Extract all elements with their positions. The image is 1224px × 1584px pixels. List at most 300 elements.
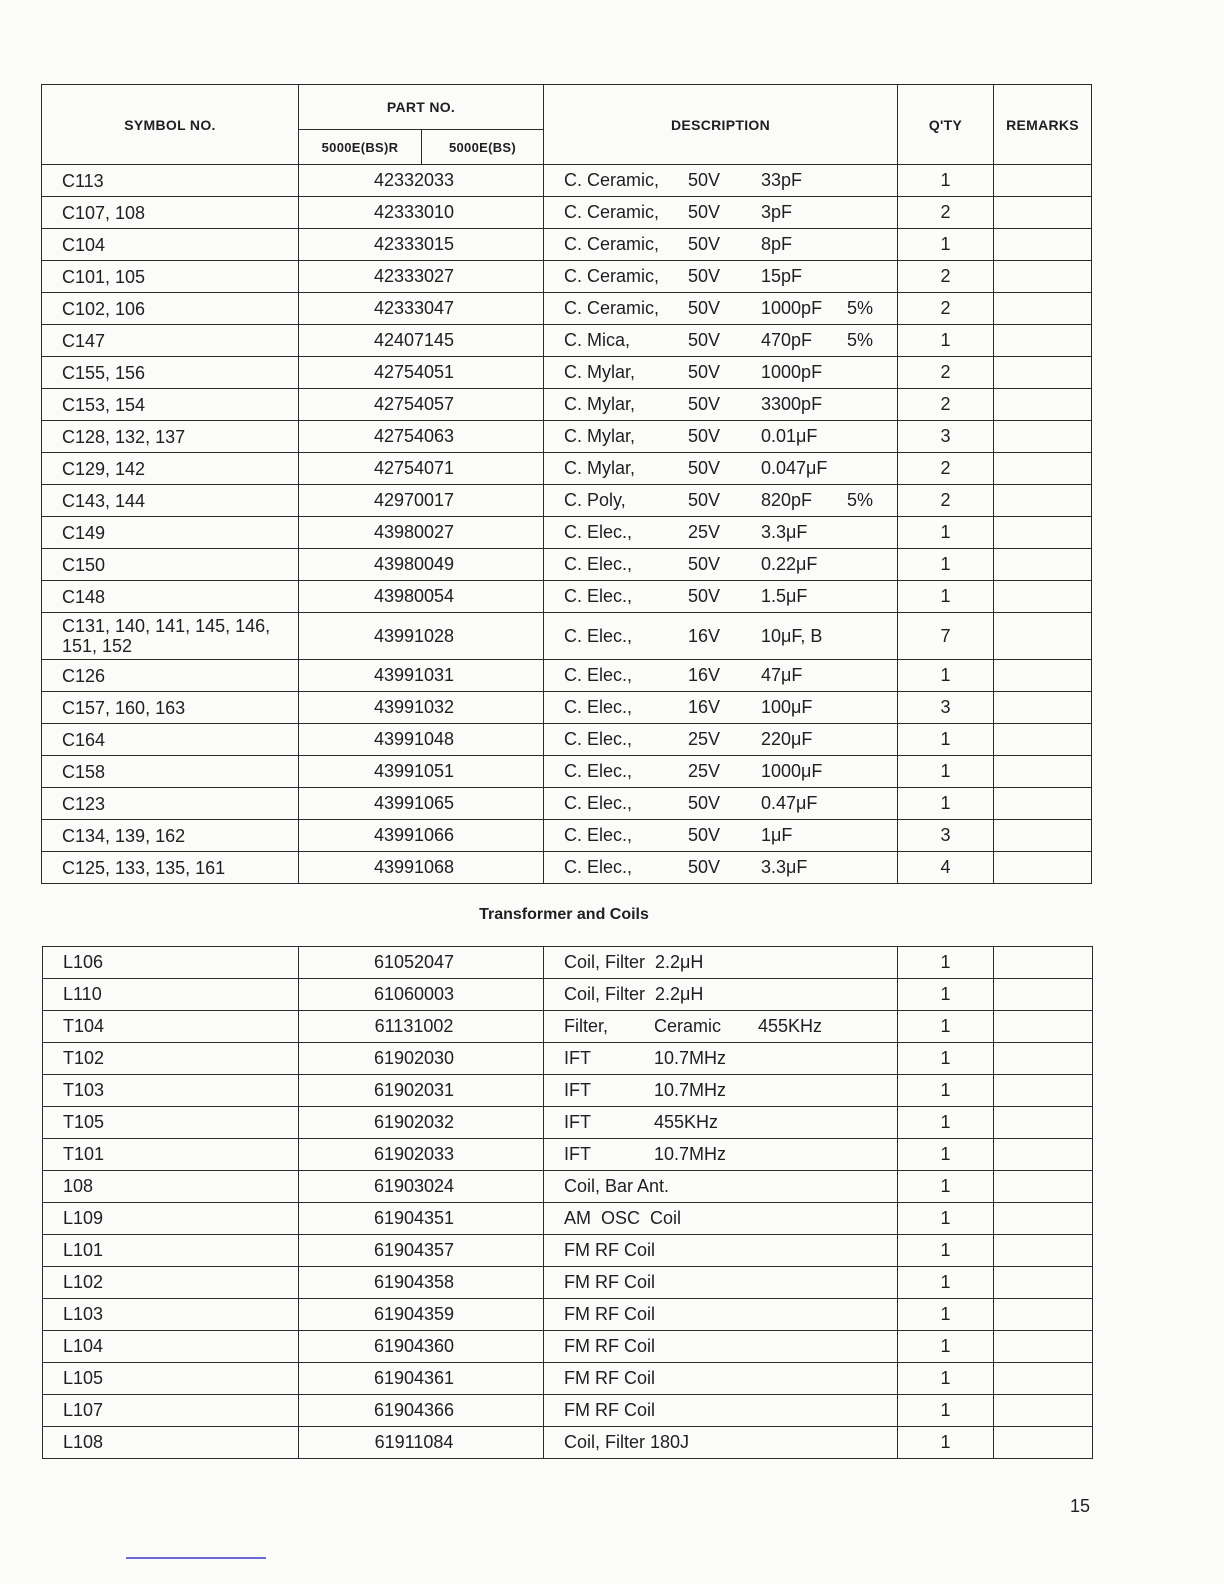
table-row — [43, 1299, 1093, 1331]
description-value: 33pF — [761, 170, 803, 190]
description-value: 0.47μF — [761, 793, 818, 813]
symbol-text: C134, 139, 162 — [62, 825, 186, 846]
remarks-cell — [994, 549, 1092, 581]
description-cell — [544, 947, 898, 979]
description-main: IFT — [564, 1080, 591, 1100]
symbol-cell — [42, 293, 299, 325]
table-row — [43, 1267, 1093, 1299]
table-row — [42, 453, 1092, 485]
remarks-cell — [994, 852, 1092, 884]
part-number-cell: 61904351 — [299, 1203, 544, 1235]
symbol-cell — [42, 165, 299, 197]
remarks-cell — [994, 325, 1092, 357]
description-cell — [544, 1331, 898, 1363]
symbol-cell: L108 — [43, 1427, 299, 1459]
capacitor-parts-table — [41, 84, 1092, 884]
qty-cell: 1 — [898, 1235, 994, 1267]
description-spec: 455KHz — [654, 1112, 719, 1132]
table-row — [42, 485, 1092, 517]
description-cell — [544, 1139, 898, 1171]
description-cell — [544, 389, 898, 421]
symbol-cell — [42, 549, 299, 581]
symbol-text: C158 — [62, 761, 106, 782]
qty-cell: 1 — [898, 660, 994, 692]
description-value: 0.047μF — [761, 458, 828, 478]
description-spec: Ceramic — [654, 1016, 722, 1036]
remarks-cell — [994, 1171, 1093, 1203]
symbol-cell — [42, 517, 299, 549]
description-cell — [544, 1075, 898, 1107]
description-spec: 10.7MHz — [654, 1048, 727, 1068]
qty-cell: 1 — [898, 1011, 994, 1043]
capacitor-rows — [42, 165, 1092, 884]
description-main: FM RF Coil — [564, 1368, 655, 1388]
part-number-cell: 42333015 — [299, 229, 544, 261]
part-number-cell: 42333027 — [299, 261, 544, 293]
remarks-cell — [994, 485, 1092, 517]
description-value: 1000pF — [761, 298, 823, 318]
part-number-cell: 42754057 — [299, 389, 544, 421]
description-cell — [544, 357, 898, 389]
description-main: Coil, Bar Ant. — [564, 1176, 670, 1196]
table-row — [43, 1075, 1093, 1107]
symbol-cell — [42, 613, 299, 660]
qty-cell: 2 — [898, 357, 994, 389]
qty-cell: 1 — [898, 1043, 994, 1075]
description-main: FM RF Coil — [564, 1400, 655, 1420]
qty-cell: 1 — [898, 947, 994, 979]
table-row — [43, 1043, 1093, 1075]
part-number-cell: 61131002 — [299, 1011, 544, 1043]
qty-cell: 1 — [898, 1363, 994, 1395]
qty-cell: 1 — [898, 549, 994, 581]
remarks-cell — [994, 756, 1092, 788]
description-main: FM RF Coil — [564, 1272, 655, 1292]
symbol-text: C129, 142 — [62, 458, 146, 479]
symbol-text: C126 — [62, 665, 106, 686]
table-row — [43, 947, 1093, 979]
description-cell — [544, 549, 898, 581]
symbol-cell: L101 — [43, 1235, 299, 1267]
remarks-cell — [994, 389, 1092, 421]
symbol-cell — [42, 581, 299, 613]
symbol-cell: L105 — [43, 1363, 299, 1395]
description-tolerance: 5% — [847, 298, 874, 318]
description-main: Coil, Filter 180J — [564, 1432, 690, 1452]
description-tolerance: 5% — [847, 330, 874, 350]
description-voltage: 50V — [688, 554, 721, 574]
description-cell — [544, 788, 898, 820]
remarks-cell — [994, 1139, 1093, 1171]
remarks-cell — [994, 1107, 1093, 1139]
description-voltage: 50V — [688, 202, 721, 222]
description-type: C. Ceramic, — [564, 298, 660, 318]
qty-cell: 1 — [898, 517, 994, 549]
part-number-cell: 42407145 — [299, 325, 544, 357]
description-cell — [544, 979, 898, 1011]
table-row — [43, 1203, 1093, 1235]
description-cell — [544, 1011, 898, 1043]
qty-cell: 1 — [898, 229, 994, 261]
coil-rows — [43, 947, 1093, 1459]
part-number-cell: 43991028 — [299, 613, 544, 660]
description-value: 47μF — [761, 665, 803, 685]
symbol-text: C123 — [62, 793, 106, 814]
symbol-cell — [42, 421, 299, 453]
remarks-cell — [994, 229, 1092, 261]
table-row — [43, 1331, 1093, 1363]
remarks-cell — [994, 357, 1092, 389]
table-row — [42, 229, 1092, 261]
qty-cell: 2 — [898, 197, 994, 229]
description-cell — [544, 485, 898, 517]
description-main: FM RF Coil — [564, 1336, 655, 1356]
description-cell — [544, 229, 898, 261]
section-heading: Transformer and Coils — [479, 906, 649, 923]
remarks-cell — [994, 293, 1092, 325]
description-value: 1μF — [761, 825, 793, 845]
table-row — [42, 261, 1092, 293]
symbol-cell — [42, 485, 299, 517]
page-number: 15 — [1070, 1496, 1091, 1516]
table-row — [42, 421, 1092, 453]
description-type: C. Mylar, — [564, 458, 636, 478]
description-voltage: 25V — [688, 761, 721, 781]
description-cell — [544, 165, 898, 197]
description-voltage: 50V — [688, 330, 721, 350]
remarks-cell — [994, 1331, 1093, 1363]
table-row — [42, 549, 1092, 581]
description-cell — [544, 197, 898, 229]
symbol-text: C149 — [62, 522, 106, 543]
qty-cell: 1 — [898, 1139, 994, 1171]
part-number-cell: 61902031 — [299, 1075, 544, 1107]
remarks-cell — [994, 947, 1093, 979]
table-row — [42, 660, 1092, 692]
symbol-cell: L103 — [43, 1299, 299, 1331]
part-number-cell: 61911084 — [299, 1427, 544, 1459]
table-row — [42, 724, 1092, 756]
description-main: Filter, — [564, 1016, 609, 1036]
description-cell — [544, 613, 898, 660]
symbol-cell — [42, 197, 299, 229]
table-row — [42, 581, 1092, 613]
symbol-cell: T104 — [43, 1011, 299, 1043]
description-type: C. Elec., — [564, 522, 633, 542]
qty-cell: 1 — [898, 581, 994, 613]
description-cell — [544, 1107, 898, 1139]
part-number-cell: 42970017 — [299, 485, 544, 517]
symbol-cell: L110 — [43, 979, 299, 1011]
remarks-cell — [994, 261, 1092, 293]
remarks-cell — [994, 1075, 1093, 1107]
description-voltage: 50V — [688, 394, 721, 414]
description-main: FM RF Coil — [564, 1304, 655, 1324]
header-part-no: PART NO. — [299, 85, 544, 130]
description-voltage: 50V — [688, 586, 721, 606]
description-voltage: 50V — [688, 234, 721, 254]
symbol-cell: T101 — [43, 1139, 299, 1171]
symbol-text: C153, 154 — [62, 394, 146, 415]
qty-cell: 3 — [898, 421, 994, 453]
part-number-cell: 43991031 — [299, 660, 544, 692]
symbol-cell: L107 — [43, 1395, 299, 1427]
part-number-cell: 43991066 — [299, 820, 544, 852]
part-number-cell: 61052047 — [299, 947, 544, 979]
qty-cell: 1 — [898, 1075, 994, 1107]
description-voltage: 50V — [688, 362, 721, 382]
qty-cell: 2 — [898, 389, 994, 421]
remarks-cell — [994, 197, 1092, 229]
symbol-text: C113 — [62, 170, 104, 191]
symbol-cell: L109 — [43, 1203, 299, 1235]
description-value: 8pF — [761, 234, 793, 254]
remarks-cell — [994, 1395, 1093, 1427]
description-value: 0.01μF — [761, 426, 818, 446]
remarks-cell — [994, 1043, 1093, 1075]
transformer-coil-parts-table — [42, 946, 1093, 1459]
part-number-cell: 42333010 — [299, 197, 544, 229]
remarks-cell — [994, 1011, 1093, 1043]
part-number-cell: 42754063 — [299, 421, 544, 453]
part-number-cell: 43980049 — [299, 549, 544, 581]
part-number-cell: 61060003 — [299, 979, 544, 1011]
qty-cell: 3 — [898, 692, 994, 724]
description-type: C. Mylar, — [564, 426, 636, 446]
table-row — [43, 1011, 1093, 1043]
description-cell — [544, 692, 898, 724]
symbol-cell — [42, 389, 299, 421]
description-cell — [544, 421, 898, 453]
description-type: C. Elec., — [564, 625, 633, 646]
table-row — [42, 613, 1092, 660]
description-cell — [544, 1171, 898, 1203]
symbol-cell — [42, 852, 299, 884]
table-row — [42, 389, 1092, 421]
symbol-cell: T105 — [43, 1107, 299, 1139]
description-type: C. Ceramic, — [564, 202, 660, 222]
remarks-cell — [994, 788, 1092, 820]
symbol-text: C164 — [62, 729, 106, 750]
qty-cell: 2 — [898, 293, 994, 325]
description-type: C. Elec., — [564, 729, 633, 749]
qty-cell: 4 — [898, 852, 994, 884]
remarks-cell — [994, 421, 1092, 453]
description-type: C. Elec., — [564, 665, 633, 685]
symbol-cell — [42, 724, 299, 756]
table-row — [42, 165, 1092, 197]
description-main: IFT — [564, 1112, 591, 1132]
description-cell — [544, 293, 898, 325]
remarks-cell — [994, 581, 1092, 613]
part-number-cell: 42332033 — [299, 165, 544, 197]
qty-cell: 1 — [898, 325, 994, 357]
description-cell — [544, 581, 898, 613]
description-cell — [544, 1267, 898, 1299]
description-cell — [544, 517, 898, 549]
description-voltage: 50V — [688, 426, 721, 446]
symbol-cell — [42, 453, 299, 485]
table-row — [43, 1107, 1093, 1139]
header-symbol-no: SYMBOL NO. — [42, 85, 299, 165]
part-number-cell: 43991051 — [299, 756, 544, 788]
table-row — [43, 1395, 1093, 1427]
description-value: 0.22μF — [761, 554, 818, 574]
remarks-cell — [994, 517, 1092, 549]
description-value: 3pF — [761, 202, 793, 222]
description-main: IFT — [564, 1048, 591, 1068]
description-type: C. Ceramic, — [564, 234, 660, 254]
description-cell — [544, 820, 898, 852]
part-number-cell: 43991065 — [299, 788, 544, 820]
description-cell — [544, 1235, 898, 1267]
part-number-cell: 61902033 — [299, 1139, 544, 1171]
remarks-cell — [994, 724, 1092, 756]
table-row — [43, 979, 1093, 1011]
symbol-cell — [42, 229, 299, 261]
qty-cell: 1 — [898, 979, 994, 1011]
table-row — [42, 852, 1092, 884]
description-voltage: 25V — [688, 729, 721, 749]
symbol-cell: T103 — [43, 1075, 299, 1107]
symbol-cell: T102 — [43, 1043, 299, 1075]
qty-cell: 1 — [898, 1427, 994, 1459]
symbol-text: C148 — [62, 586, 106, 607]
description-cell — [544, 1299, 898, 1331]
remarks-cell — [994, 1203, 1093, 1235]
qty-cell: 7 — [898, 613, 994, 660]
qty-cell: 2 — [898, 453, 994, 485]
part-number-cell: 61904366 — [299, 1395, 544, 1427]
remarks-cell — [994, 820, 1092, 852]
description-value: 1.5μF — [761, 586, 808, 606]
symbol-cell: L102 — [43, 1267, 299, 1299]
part-number-cell: 42754071 — [299, 453, 544, 485]
symbol-text: C102, 106 — [62, 298, 146, 319]
qty-cell: 1 — [898, 1299, 994, 1331]
part-number-cell: 61904359 — [299, 1299, 544, 1331]
symbol-text: C155, 156 — [62, 362, 146, 383]
symbol-cell — [42, 357, 299, 389]
description-main: FM RF Coil — [564, 1240, 655, 1260]
description-cell — [544, 1043, 898, 1075]
description-value: 220μF — [761, 729, 813, 749]
description-type: C. Elec., — [564, 761, 633, 781]
description-cell — [544, 453, 898, 485]
symbol-cell — [42, 692, 299, 724]
description-value: 820pF — [761, 490, 813, 510]
description-value: 470pF — [761, 330, 813, 350]
description-type: C. Mica, — [564, 330, 631, 350]
description-cell — [544, 1395, 898, 1427]
header-part-5000e-bs-r: 5000E(BS)R — [299, 130, 422, 165]
symbol-cell — [42, 788, 299, 820]
description-voltage: 50V — [688, 298, 721, 318]
description-cell — [544, 1203, 898, 1235]
header-part-5000e-bs: 5000E(BS) — [422, 130, 544, 165]
description-type: C. Elec., — [564, 793, 633, 813]
description-type: C. Elec., — [564, 825, 633, 845]
qty-cell: 1 — [898, 1331, 994, 1363]
table-row — [42, 692, 1092, 724]
description-cell — [544, 261, 898, 293]
description-value: 3300pF — [761, 394, 823, 414]
part-number-cell: 61902030 — [299, 1043, 544, 1075]
part-number-cell: 43980054 — [299, 581, 544, 613]
symbol-cell — [42, 325, 299, 357]
symbol-text: C143, 144 — [62, 490, 146, 511]
description-type: C. Mylar, — [564, 362, 636, 382]
description-voltage: 50V — [688, 458, 721, 478]
part-number-cell: 61904357 — [299, 1235, 544, 1267]
table-row — [42, 293, 1092, 325]
qty-cell: 1 — [898, 1395, 994, 1427]
table-row — [42, 820, 1092, 852]
header-qty: Q'TY — [898, 85, 994, 165]
remarks-cell — [994, 1267, 1093, 1299]
description-cell — [544, 852, 898, 884]
description-type: C. Elec., — [564, 697, 633, 717]
description-cell — [544, 724, 898, 756]
description-voltage: 25V — [688, 522, 721, 542]
symbol-cell: 108 — [43, 1171, 299, 1203]
remarks-cell — [994, 1235, 1093, 1267]
remarks-cell — [994, 453, 1092, 485]
qty-cell: 2 — [898, 261, 994, 293]
qty-cell: 1 — [898, 1107, 994, 1139]
description-tolerance: 5% — [847, 490, 874, 510]
description-spec: 10.7MHz — [654, 1080, 727, 1100]
part-number-cell: 43991068 — [299, 852, 544, 884]
header-description: DESCRIPTION — [544, 85, 898, 165]
part-number-cell: 42333047 — [299, 293, 544, 325]
description-voltage: 16V — [688, 665, 721, 685]
description-main: IFT — [564, 1144, 591, 1164]
qty-cell: 1 — [898, 788, 994, 820]
description-voltage: 50V — [688, 266, 721, 286]
remarks-cell — [994, 613, 1092, 660]
description-value: 1000pF — [761, 362, 823, 382]
qty-cell: 1 — [898, 1203, 994, 1235]
table-row — [42, 517, 1092, 549]
symbol-cell — [42, 660, 299, 692]
description-cell — [544, 756, 898, 788]
part-number-cell: 61902032 — [299, 1107, 544, 1139]
table-row — [42, 756, 1092, 788]
qty-cell: 2 — [898, 485, 994, 517]
symbol-text: C107, 108 — [62, 202, 146, 223]
description-voltage: 50V — [688, 170, 721, 190]
remarks-cell — [994, 1427, 1093, 1459]
description-voltage: 50V — [688, 857, 721, 877]
header-remarks: REMARKS — [994, 85, 1092, 165]
symbol-text: C147 — [62, 330, 106, 351]
symbol-text: C125, 133, 135, 161 — [62, 857, 226, 878]
table-row — [42, 197, 1092, 229]
description-main: Coil, Filter 2.2μH — [564, 952, 704, 972]
table-row — [43, 1427, 1093, 1459]
remarks-cell — [994, 1299, 1093, 1331]
description-cell — [544, 1363, 898, 1395]
description-frequency: 455KHz — [758, 1016, 823, 1036]
symbol-text: C157, 160, 163 — [62, 697, 186, 718]
table-row — [43, 1363, 1093, 1395]
table-row — [43, 1235, 1093, 1267]
description-value: 10μF, B — [761, 625, 823, 646]
description-voltage: 50V — [688, 793, 721, 813]
symbol-cell — [42, 756, 299, 788]
symbol-cell: L106 — [43, 947, 299, 979]
